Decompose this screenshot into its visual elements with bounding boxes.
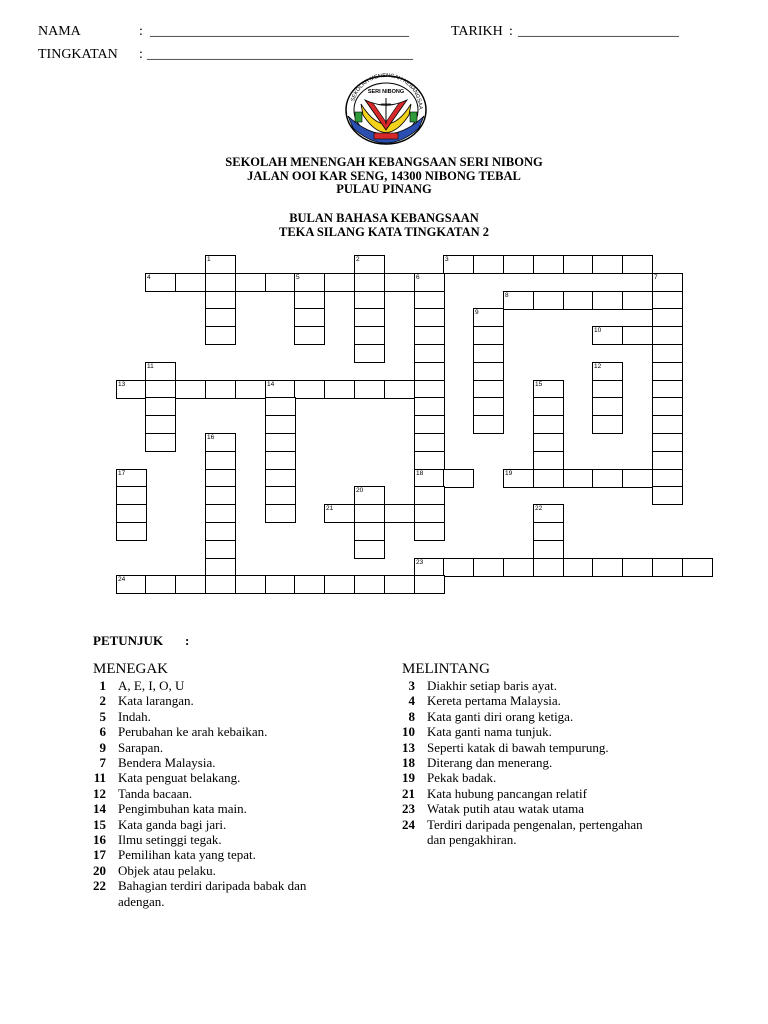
crossword-cell[interactable]: [354, 308, 385, 327]
crossword-cell[interactable]: [592, 415, 623, 434]
tingkatan-field[interactable]: ______________________________________: [147, 47, 413, 62]
crossword-cell[interactable]: [652, 486, 683, 505]
clue-number: 1: [99, 678, 106, 693]
crossword-cell[interactable]: [414, 415, 445, 434]
clue-number-label: 20: [356, 487, 364, 494]
clue-number-label: 12: [594, 363, 602, 370]
clue-number-label: 16: [207, 434, 215, 441]
crossword-cell[interactable]: [354, 326, 385, 345]
crossword-cell[interactable]: [265, 451, 296, 470]
crossword-cell[interactable]: [473, 344, 504, 363]
crossword-cell[interactable]: [652, 308, 683, 327]
event-title: BULAN BAHASA KEBANGSAAN: [289, 211, 479, 225]
crossword-cell[interactable]: [443, 469, 474, 488]
crossword-cell[interactable]: [265, 397, 296, 416]
crossword-cell[interactable]: [235, 575, 266, 594]
tingkatan-colon: :: [139, 47, 143, 62]
crossword-cell[interactable]: [116, 575, 147, 594]
crossword-cell[interactable]: [473, 255, 504, 274]
clue-number-label: 6: [416, 274, 420, 281]
school-state: PULAU PINANG: [336, 182, 432, 196]
crossword-cell[interactable]: [592, 326, 623, 345]
crossword-cell[interactable]: [324, 273, 355, 292]
crossword-cell[interactable]: [533, 469, 564, 488]
crossword-cell[interactable]: [354, 486, 385, 505]
crossword-cell[interactable]: [145, 397, 176, 416]
puzzle-title: TEKA SILANG KATA TINGKATAN 2: [279, 225, 489, 239]
crossword-cell[interactable]: [563, 469, 594, 488]
clue-number-label: 18: [416, 470, 424, 477]
crossword-cell[interactable]: [414, 486, 445, 505]
clue-text: Bendera Malaysia.: [118, 755, 216, 770]
clue-number-label: 22: [535, 505, 543, 512]
clue-number: 3: [408, 678, 415, 693]
crossword-cell[interactable]: [503, 558, 534, 577]
clue-number: 7: [99, 755, 106, 770]
crossword-cell[interactable]: [384, 380, 415, 399]
crossword-cell[interactable]: [503, 469, 534, 488]
clue-number: 10: [402, 724, 415, 739]
crossword-cell[interactable]: [324, 575, 355, 594]
crossword-cell[interactable]: [324, 380, 355, 399]
crossword-cell[interactable]: [533, 504, 564, 523]
crossword-cell[interactable]: [414, 308, 445, 327]
crossword-cell[interactable]: [473, 415, 504, 434]
clue-number-label: 10: [594, 327, 602, 334]
crossword-cell[interactable]: [205, 504, 236, 523]
crossword-cell[interactable]: [533, 522, 564, 541]
crossword-cell[interactable]: [622, 469, 653, 488]
clue-number-label: 11: [147, 363, 154, 370]
across-clue-list: [389, 678, 729, 858]
clue-number-label: 7: [654, 274, 658, 281]
nama-colon: :: [139, 24, 143, 39]
clue-text: Diterang dan menerang.: [427, 755, 553, 770]
clue-number: 13: [402, 740, 415, 755]
crossword-cell[interactable]: [473, 362, 504, 381]
clue-number: 8: [408, 709, 415, 724]
clue-text: Pekak badak.: [427, 770, 497, 785]
crossword-cell[interactable]: [205, 380, 236, 399]
crossword-cell[interactable]: [116, 504, 147, 523]
clue-text: dan pengakhiran.: [427, 832, 517, 847]
crossword-cell[interactable]: [652, 326, 683, 345]
crossword-cell[interactable]: [652, 558, 683, 577]
clue-number-label: 8: [505, 292, 509, 299]
crossword-cell[interactable]: [443, 558, 474, 577]
clue-number-label: 13: [118, 381, 126, 388]
crossword-cell[interactable]: [205, 540, 236, 559]
clue-number: 11: [93, 770, 106, 785]
crossword-cell[interactable]: [563, 255, 594, 274]
down-clue-list: [80, 678, 380, 918]
crossword-cell[interactable]: [533, 415, 564, 434]
school-name: SEKOLAH MENENGAH KEBANGSAAN SERI NIBONG: [225, 155, 543, 169]
clue-number: 20: [93, 863, 106, 878]
clue-text: Pengimbuhan kata main.: [118, 801, 247, 816]
crossword-cell[interactable]: [354, 522, 385, 541]
crossword-cell[interactable]: [145, 433, 176, 452]
crossword-cell[interactable]: [443, 255, 474, 274]
crossword-cell[interactable]: [175, 575, 206, 594]
clue-text: Seperti katak di bawah tempurung.: [427, 740, 609, 755]
clue-text: Objek atau pelaku.: [118, 863, 216, 878]
crossword-cell[interactable]: [622, 558, 653, 577]
clue-text: Watak putih atau watak utama: [427, 801, 585, 816]
clue-number: 22: [93, 878, 106, 893]
crossword-cell[interactable]: [294, 380, 325, 399]
crossword-cell[interactable]: [592, 469, 623, 488]
crossword-cell[interactable]: [294, 308, 325, 327]
crossword-cell[interactable]: [652, 397, 683, 416]
crossword-cell[interactable]: [622, 291, 653, 310]
clue-number: 24: [402, 817, 415, 832]
clue-number-label: 14: [267, 381, 275, 388]
crossword-cell[interactable]: [354, 344, 385, 363]
crossword-cell[interactable]: [265, 415, 296, 434]
crossword-cell[interactable]: [414, 575, 445, 594]
crossword-cell[interactable]: [533, 433, 564, 452]
clue-number: 4: [408, 693, 415, 708]
crossword-cell[interactable]: [473, 326, 504, 345]
clue-text: Kata larangan.: [118, 693, 194, 708]
clue-number: 15: [93, 817, 106, 832]
crossword-cell[interactable]: [533, 451, 564, 470]
crossword-cell[interactable]: [652, 451, 683, 470]
crossword-cell[interactable]: [205, 575, 236, 594]
crossword-cell[interactable]: [652, 273, 683, 292]
crossword-cell[interactable]: [652, 362, 683, 381]
clue-number: 2: [99, 693, 106, 708]
clue-number: 14: [93, 801, 106, 816]
clue-text: Bahagian terdiri daripada babak dan: [118, 878, 307, 893]
clue-text: Kereta pertama Malaysia.: [427, 693, 561, 708]
clue-text: Perubahan ke arah kebaikan.: [118, 724, 268, 739]
clue-number: 19: [402, 770, 415, 785]
crossword-cell[interactable]: [175, 273, 206, 292]
crossword-cell[interactable]: [414, 344, 445, 363]
clue-text: Kata ganda bagi jari.: [118, 817, 227, 832]
crossword-cell[interactable]: [205, 451, 236, 470]
crossword-cell[interactable]: [294, 575, 325, 594]
clue-number: 9: [99, 740, 106, 755]
crossword-cell[interactable]: [533, 540, 564, 559]
crossword-cell[interactable]: [205, 486, 236, 505]
clue-text: Diakhir setiap baris ayat.: [427, 678, 557, 693]
tarikh-field[interactable]: _______________________: [518, 24, 679, 39]
crossword-cell[interactable]: [503, 291, 534, 310]
crossword-cell[interactable]: [205, 255, 236, 274]
clue-number-label: 9: [475, 309, 479, 316]
crossword-cell[interactable]: [414, 433, 445, 452]
crossword-cell[interactable]: [414, 397, 445, 416]
clue-text: Pemilihan kata yang tepat.: [118, 847, 256, 862]
clue-text: Tanda bacaan.: [118, 786, 193, 801]
crossword-cell[interactable]: [265, 273, 296, 292]
crossword-cell[interactable]: [354, 255, 385, 274]
petunjuk-colon: :: [185, 633, 190, 648]
crossword-cell[interactable]: [235, 273, 266, 292]
clue-text: Kata penguat belakang.: [118, 770, 241, 785]
crossword-cell[interactable]: [116, 522, 147, 541]
logo-mid-text: SERI NIBONG: [367, 89, 405, 95]
crossword-cell[interactable]: [414, 451, 445, 470]
crossword-cell[interactable]: [533, 255, 564, 274]
tarikh-label: TARIKH: [451, 24, 503, 39]
crossword-cell[interactable]: [652, 344, 683, 363]
crossword-cell[interactable]: [533, 291, 564, 310]
crossword-cell[interactable]: [414, 326, 445, 345]
clue-text: Sarapan.: [118, 740, 164, 755]
clue-number-label: 3: [445, 256, 449, 263]
petunjuk-label: PETUNJUK: [93, 633, 164, 648]
nama-label: NAMA: [38, 24, 81, 39]
crossword-cell[interactable]: [503, 255, 534, 274]
crossword-cell[interactable]: [384, 575, 415, 594]
clue-number: 21: [402, 786, 415, 801]
across-heading: MELINTANG: [402, 661, 490, 677]
crossword-cell[interactable]: [265, 433, 296, 452]
clue-number-label: 2: [356, 256, 360, 263]
clue-number: 17: [93, 847, 106, 862]
crossword-cell[interactable]: [652, 433, 683, 452]
crossword-cell[interactable]: [533, 397, 564, 416]
crossword-cell[interactable]: [175, 380, 206, 399]
crossword-cell[interactable]: [592, 397, 623, 416]
crossword-cell[interactable]: [265, 504, 296, 523]
crossword-cell[interactable]: [145, 575, 176, 594]
logo-arc-text: SEKOLAH MENENGAH KEBANGSAA: [350, 72, 424, 110]
clue-text: Kata ganti diri orang ketiga.: [427, 709, 574, 724]
clue-number-label: 21: [326, 505, 334, 512]
school-address: JALAN OOI KAR SENG, 14300 NIBONG TEBAL: [247, 169, 521, 183]
clue-text: Indah.: [118, 709, 151, 724]
crossword-cell[interactable]: [414, 504, 445, 523]
crossword-cell[interactable]: [294, 273, 325, 292]
crossword-cell[interactable]: [205, 433, 236, 452]
tarikh-colon: :: [509, 24, 513, 39]
clue-number-label: 5: [296, 274, 300, 281]
crossword-cell[interactable]: [473, 308, 504, 327]
crossword-cell[interactable]: [414, 362, 445, 381]
crossword-cell[interactable]: [116, 486, 147, 505]
clue-text: Kata ganti nama tunjuk.: [427, 724, 552, 739]
crossword-cell[interactable]: [622, 326, 653, 345]
crossword-cell[interactable]: [354, 575, 385, 594]
crossword-cell[interactable]: [592, 291, 623, 310]
crossword-cell[interactable]: [354, 273, 385, 292]
crossword-cell[interactable]: [235, 380, 266, 399]
crossword-cell[interactable]: [473, 558, 504, 577]
crossword-cell[interactable]: [473, 397, 504, 416]
clue-text: Kata hubung pancangan relatif: [427, 786, 587, 801]
clue-number-label: 4: [147, 274, 151, 281]
crossword-cell[interactable]: [592, 255, 623, 274]
crossword-cell[interactable]: [145, 415, 176, 434]
clue-text: A, E, I, O, U: [118, 678, 185, 693]
crossword-cell[interactable]: [652, 415, 683, 434]
crossword-cell[interactable]: [294, 326, 325, 345]
crossword-cell[interactable]: [265, 486, 296, 505]
crossword-cell[interactable]: [414, 522, 445, 541]
clue-number: 16: [93, 832, 106, 847]
crossword-cell[interactable]: [533, 558, 564, 577]
crossword-cell[interactable]: [145, 362, 176, 381]
crossword-cell[interactable]: [354, 504, 385, 523]
crossword-cell[interactable]: [354, 380, 385, 399]
crossword-cell[interactable]: [592, 362, 623, 381]
down-heading: MENEGAK: [93, 661, 168, 677]
crossword-cell[interactable]: [205, 273, 236, 292]
clue-number: 12: [93, 786, 106, 801]
crossword-cell[interactable]: [682, 558, 713, 577]
clue-number: 18: [402, 755, 415, 770]
crossword-cell[interactable]: [384, 273, 415, 292]
clue-number-label: 19: [505, 470, 513, 477]
crossword-cell[interactable]: [384, 504, 415, 523]
clue-number: 6: [99, 724, 106, 739]
crossword-cell[interactable]: [592, 558, 623, 577]
clue-number: 5: [99, 709, 106, 724]
clue-number-label: 15: [535, 381, 543, 388]
crossword-cell[interactable]: [205, 522, 236, 541]
clue-number-label: 1: [207, 256, 211, 263]
crossword-cell[interactable]: [563, 558, 594, 577]
clue-text: Ilmu setinggi tegak.: [118, 832, 222, 847]
crossword-cell[interactable]: [622, 255, 653, 274]
clue-number-label: 23: [416, 559, 424, 566]
crossword-cell[interactable]: [354, 540, 385, 559]
crossword-cell[interactable]: [205, 326, 236, 345]
clue-number: 23: [402, 801, 415, 816]
crossword-cell[interactable]: [414, 273, 445, 292]
clue-number-label: 24: [118, 576, 126, 583]
nama-field[interactable]: _____________________________________: [150, 24, 409, 39]
crossword-cell[interactable]: [265, 575, 296, 594]
crossword-cell[interactable]: [324, 504, 355, 523]
clue-number-label: 17: [118, 470, 126, 477]
tingkatan-label: TINGKATAN: [38, 47, 118, 62]
crossword-cell[interactable]: [205, 308, 236, 327]
crossword-cell[interactable]: [145, 273, 176, 292]
clue-text: adengan.: [118, 894, 165, 909]
crossword-cell[interactable]: [116, 380, 147, 399]
clue-text: Terdiri daripada pengenalan, pertengahan: [427, 817, 643, 832]
crossword-cell[interactable]: [563, 291, 594, 310]
